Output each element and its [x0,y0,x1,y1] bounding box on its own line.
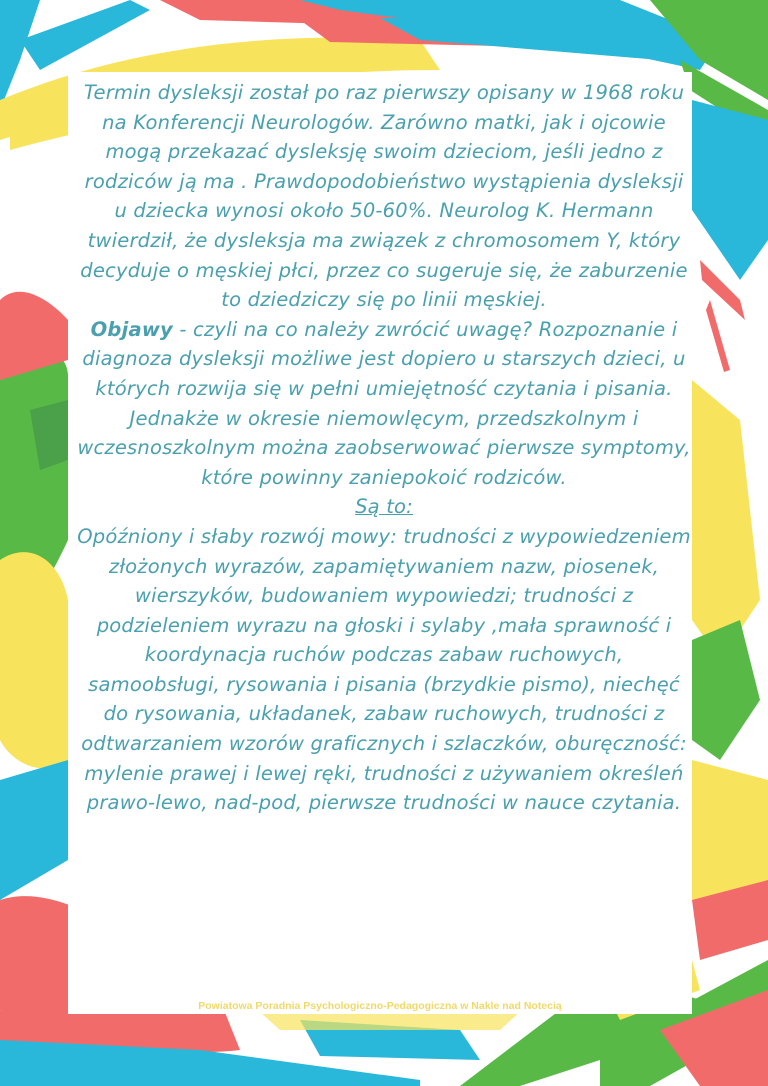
footer-institution: Powiatowa Poradnia Psychologiczno-Pedagogiczna w Nakle nad Notecią [198,1000,562,1012]
intro-paragraph: Termin dysleksji został po raz pierwszy opisany w 1968 roku na Konferencji Neurologów. Zarówno matki, jak i ojcowie mogą przekazać dysleksję swoim dzieciom, jeśli jedno z rodziców ją ma . Prawdopodobieństwo wystąpienia dysleksji u dziecka wynosi około 50-60%. Neurolog K. Hermann twierdził, że dysleksja ma związek z chromosomem Y, który decyduje o męskiej płci, przez co sugeruje się, że zaburzenie to dziedziczy się po linii męskiej. [80,81,688,312]
list-label-line [76,492,692,522]
symptoms-heading: Objawy [90,317,173,341]
symptoms-intro: - czyli na co należy zwrócić uwagę? Rozpoznanie i diagnoza dysleksji możliwe jest dopiero u starszych dzieci, u których rozwija się w pełni umiejętność czytania i pisania. Jednakże w okresie niemowlęcym, przedszkolnym i wczesnoszkolnym można zaobserwować pierwsze symptomy, które powinny zaniepokoić rodziców. [77,317,691,489]
symptoms-paragraph [76,315,692,493]
article-body [76,78,692,818]
list-label: Są to: [355,495,413,519]
symptoms-list: Opóźniony i słaby rozwój mowy: trudności z wypowiedzeniem złożonych wyrazów, zapamiętywaniem nazw, piosenek, wierszyków, budowaniem wypowiedzi; trudności z podzieleniem wyrazu na głoski i sylaby ,mała sprawność i koordynacja ruchów podczas zabaw ruchowych, samoobsługi, rysowania i pisania (brzydkie pismo), niechęć do rysowania, układanek, zabaw ruchowych, trudności z odtwarzaniem wzorów graficznych i szlaczków, oburęczność: mylenie prawej i lewej ręki, trudności z używaniem określeń prawo-lewo, nad-pod, pierwsze trudności w nauce czytania. [77,524,691,815]
